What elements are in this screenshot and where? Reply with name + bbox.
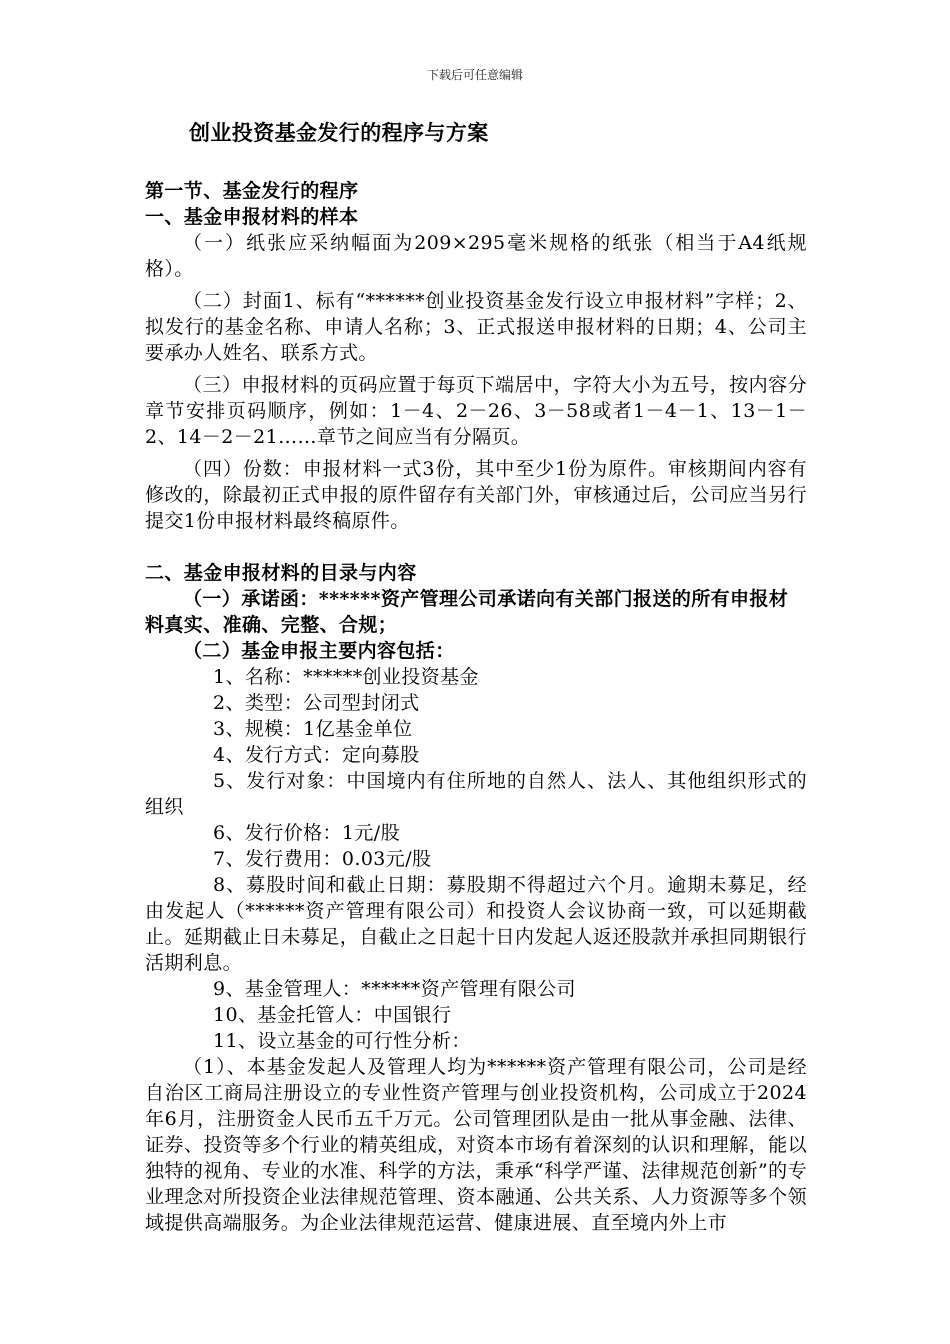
list-item: 1、名称：******创业投资基金 (213, 666, 479, 688)
section-heading: 第一节、基金发行的程序 (145, 180, 359, 202)
commitment-letter: （一）承诺函：******资产管理公司承诺向有关部门报送的所有申报材料真实、准确、完整、合规； (145, 588, 789, 636)
list-item: 11、设立基金的可行性分析： (213, 1030, 471, 1052)
list-item: 2、类型：公司型封闭式 (213, 692, 420, 714)
document-title: 创业投资基金发行的程序与方案 (189, 120, 489, 145)
list-item: 7、发行费用：0.03元/股 (213, 848, 432, 870)
list-item: 10、基金托管人：中国银行 (213, 1004, 452, 1026)
paragraph-paper-size: （一）纸张应采纳幅面为209×295毫米规格的纸张（相当于A4纸规格）。 (145, 232, 807, 280)
list-item: 3、规模：1亿基金单位 (213, 718, 413, 740)
paragraph-copies: （四）份数：申报材料一式3份，其中至少1份为原件。审核期间内容有修改的，除最初正式申报的原件留存有关部门外，审核通过后，公司应当另行提交1份申报材料最终稿原件。 (145, 458, 807, 532)
main-content-heading: （二）基金申报主要内容包括： (183, 640, 455, 662)
list-item: 8、募股时间和截止日期：募股期不得超过六个月。逾期未募足，经由发起人（******资产管理有限公司）和投资人会议协商一致，可以延期截止。延期截止日未募足，自截止之日起十日内发起人返还股款并承担同期银行活期利息。 (145, 874, 807, 974)
document-body (145, 118, 807, 1236)
paragraph-page-numbers: （三）申报材料的页码应置于每页下端居中，字符大小为五号，按内容分章节安排页码顺序，例如：1－4、2－26、3－58或者1－4－1、13－1－2、14－2－21……章节之间应当有分隔页。 (145, 374, 807, 448)
paragraph-feasibility: （1）、本基金发起人及管理人均为******资产管理有限公司，公司是经自治区工商局注册设立的专业性资产管理与创业投资机构，公司成立于2024年6月，注册资金人民币五千万元。公司管理团队是由一批从事金融、法律、证券、投资等多个行业的精英组成，对资本市场有着深刻的认识和理解，能以独特的视角、专业的水准、科学的方法，秉承“科学严谨、法律规范创新”的专业理念对所投资企业法律规范管理、资本融通、公共关系、人力资源等多个领域提供高端服务。为企业法律规范运营、健康进展、直至境内外上市 (145, 1056, 807, 1234)
list-item: 5、发行对象：中国境内有住所地的自然人、法人、其他组织形式的组织 (145, 770, 807, 818)
list-item: 9、基金管理人：******资产管理有限公司 (213, 978, 576, 1000)
subsection-heading-1: 一、基金申报材料的样本 (145, 206, 359, 228)
list-item: 4、发行方式：定向募股 (213, 744, 420, 766)
subsection-heading-2: 二、基金申报材料的目录与内容 (145, 562, 417, 584)
list-item: 6、发行价格：1元/股 (213, 822, 400, 844)
paragraph-cover: （二）封面1、标有“******创业投资基金发行设立申报材料”字样；2、拟发行的基金名称、申请人名称；3、正式报送申报材料的日期；4、公司主要承办人姓名、联系方式。 (145, 290, 807, 364)
page-header: 下载后可任意编辑 (426, 68, 523, 82)
